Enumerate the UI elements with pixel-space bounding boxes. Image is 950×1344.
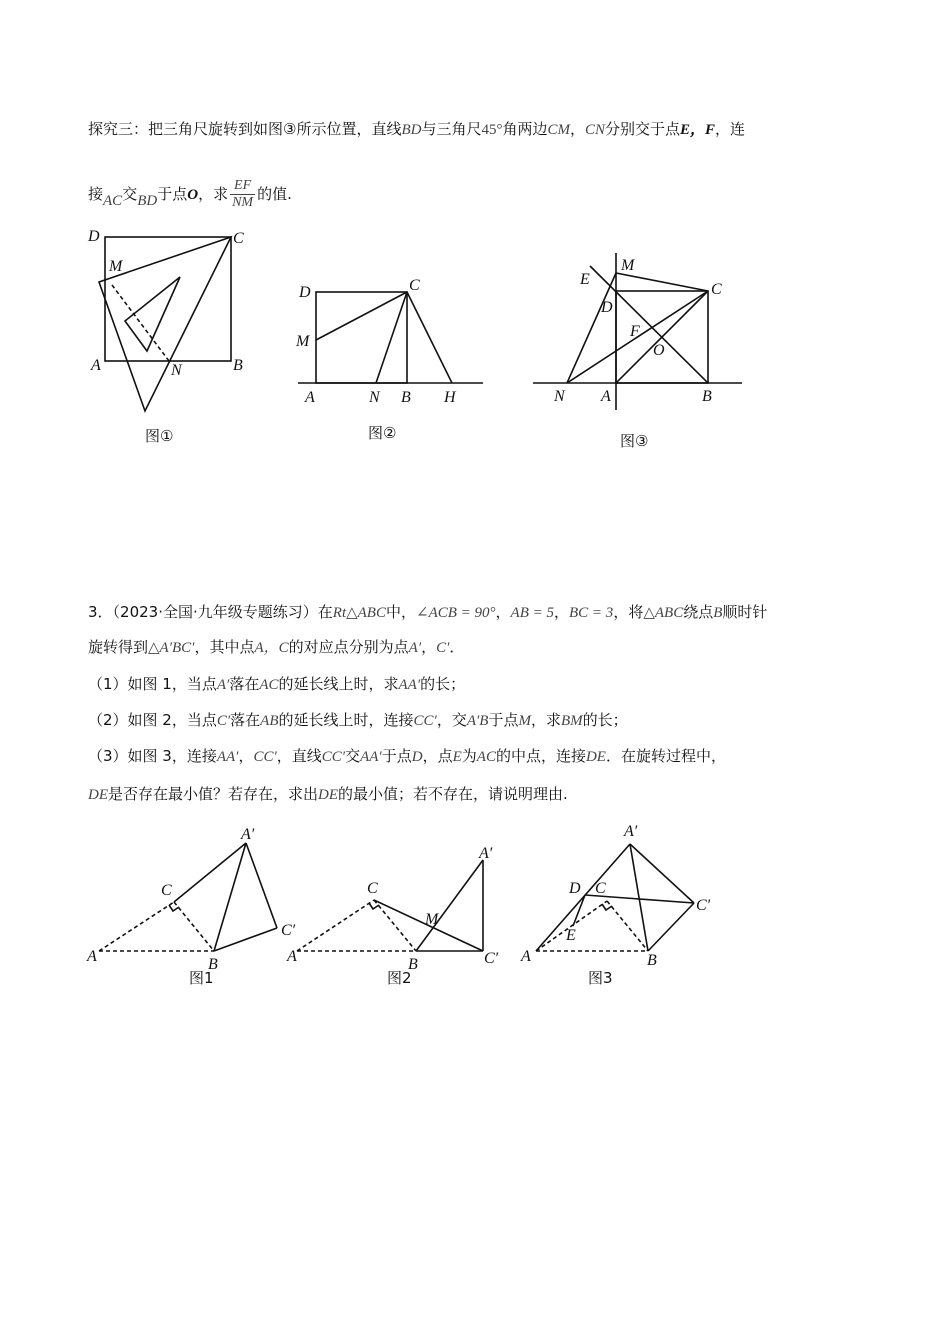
- text: ，其中点: [194, 638, 255, 656]
- caption-fig3: 图3: [588, 969, 613, 987]
- label-a: A: [91, 357, 101, 374]
- math: M: [518, 713, 531, 729]
- text: （1）如图 1，当点: [88, 675, 217, 693]
- math: AA′: [398, 677, 421, 693]
- text: ，点: [422, 747, 453, 765]
- caption-fig1: 图①: [145, 427, 174, 445]
- text: 角两边: [502, 120, 548, 138]
- label-b: B: [208, 956, 218, 973]
- text: 的延长线上时，连接: [278, 711, 414, 729]
- text: ．在旋转过程中，: [605, 747, 726, 765]
- label-a: A: [87, 948, 97, 965]
- text: ，: [495, 603, 511, 621]
- text: ，求: [530, 711, 561, 729]
- math: AC: [259, 677, 279, 693]
- math: E: [452, 749, 462, 765]
- label-b: B: [401, 389, 411, 406]
- problem3-line2: [88, 636, 464, 659]
- explore3-line1: [88, 118, 745, 141]
- label-c: C: [233, 230, 244, 247]
- label-a: A: [601, 388, 611, 405]
- dashed-mn: [112, 285, 169, 361]
- point-o: O: [187, 187, 199, 203]
- dashed-ac: [99, 902, 174, 951]
- segment-cb: [214, 928, 277, 951]
- label-b: B: [647, 952, 657, 969]
- text: 的对应点分别为点: [288, 638, 409, 656]
- segment-a-prime-b: [630, 844, 648, 951]
- text: 落在: [229, 675, 260, 693]
- math-cn: CN: [585, 122, 606, 138]
- text: ，直线: [276, 747, 322, 765]
- math: DE: [88, 787, 108, 803]
- label-h: H: [444, 389, 456, 406]
- math: AA′: [360, 749, 382, 765]
- fraction-ef-nm: [230, 178, 255, 211]
- frac-denominator: NM: [232, 195, 254, 210]
- text: ，: [238, 747, 254, 765]
- label-c-prime: C′: [696, 897, 711, 914]
- explore3-line2: [88, 178, 292, 211]
- text: 的长；: [420, 675, 466, 693]
- square-abcd: [316, 292, 407, 383]
- caption-fig2: 图②: [368, 424, 397, 442]
- text: ，求: [198, 185, 229, 203]
- segment-ca: [174, 843, 246, 902]
- text: 与三角尺: [421, 120, 482, 138]
- label-o: O: [653, 342, 665, 359]
- segment-ab: [214, 843, 246, 951]
- text: 的延长线上时，求: [278, 675, 399, 693]
- text: 分别交于点: [605, 120, 681, 138]
- math-triangle: △ABC: [643, 605, 684, 621]
- label-a: A: [521, 948, 531, 965]
- label-d: D: [88, 228, 100, 245]
- math: AC: [476, 749, 496, 765]
- math-45deg: 45°: [481, 122, 503, 138]
- problem3-line1: [88, 601, 767, 624]
- text: 交: [122, 185, 138, 203]
- math-bd: BD: [401, 122, 422, 138]
- label-b: B: [233, 357, 243, 374]
- frac-numerator: EF: [230, 178, 255, 195]
- math-rt-abc: Rt△ABC: [332, 605, 386, 621]
- label-e: E: [580, 271, 590, 288]
- text: ，: [554, 603, 570, 621]
- right-angle-mark: [369, 903, 379, 909]
- right-angle-mark: [602, 904, 612, 910]
- dashed-ac: [297, 900, 374, 951]
- label-c: C: [595, 880, 606, 897]
- text: 为: [461, 747, 477, 765]
- label-n: N: [554, 388, 565, 405]
- figure-b1-rotation: [85, 825, 310, 995]
- segment-ac: [246, 843, 277, 928]
- math: DE: [318, 787, 339, 803]
- text: 接: [88, 185, 104, 203]
- math-bd: BD: [137, 193, 158, 209]
- points-ef: E，F: [680, 122, 716, 138]
- label-m: M: [109, 258, 123, 275]
- text: ．: [449, 638, 465, 656]
- math: BM: [560, 713, 583, 729]
- square-abcd: [105, 237, 231, 361]
- text: 顺时针: [722, 603, 768, 621]
- label-b: B: [408, 956, 418, 973]
- segment-cm: [616, 273, 708, 291]
- text: 的值.: [257, 185, 292, 203]
- text: 是否存在最小值？若存在，求出: [108, 785, 319, 803]
- figure-1-square-triangle: [85, 225, 255, 450]
- dashed-cb: [374, 900, 416, 951]
- math: C′: [216, 713, 231, 729]
- problem3-q2: [88, 709, 628, 732]
- figure-b3-rotation: [515, 820, 730, 995]
- label-c-prime: C′: [484, 950, 499, 967]
- caption-fig3: 图③: [620, 432, 649, 450]
- problem3-q1: [88, 673, 465, 696]
- math: CC′: [253, 749, 277, 765]
- text: ，将: [613, 603, 644, 621]
- text: ，: [421, 638, 437, 656]
- math: A′: [216, 677, 230, 693]
- math-ac-points: A，C: [254, 640, 289, 656]
- math-angle: ∠ACB = 90°: [416, 605, 496, 621]
- label-e: E: [566, 927, 576, 944]
- math: A′B: [466, 713, 489, 729]
- problem3-q3-line2: [88, 783, 568, 806]
- text: 在: [317, 603, 333, 621]
- label-a: A: [305, 389, 315, 406]
- text: ，连: [715, 120, 746, 138]
- label-c-prime: C′: [281, 922, 296, 939]
- math-a-prime: A′: [408, 640, 422, 656]
- label-m: M: [296, 333, 310, 350]
- label-n: N: [369, 389, 380, 406]
- text: 的最小值；若不存在，请说明理由.: [338, 785, 568, 803]
- figure-b2-rotation: [285, 840, 510, 995]
- right-angle-mark: [169, 905, 179, 911]
- label-c: C: [711, 281, 722, 298]
- label-b: B: [702, 388, 712, 405]
- math-bc: BC = 3: [569, 605, 614, 621]
- label-m: M: [425, 911, 439, 928]
- label-a: A: [287, 948, 297, 965]
- label-a-prime: A′: [241, 826, 255, 843]
- label-c: C: [367, 880, 378, 897]
- text: 中，: [385, 603, 416, 621]
- math: CC′: [413, 713, 437, 729]
- label-c: C: [409, 277, 420, 294]
- text: 旋转得到: [88, 638, 149, 656]
- text: 绕点: [683, 603, 714, 621]
- text: 的长；: [582, 711, 628, 729]
- label-d: D: [601, 299, 613, 316]
- segment-c-prime-b: [648, 903, 694, 951]
- caption-fig2: 图2: [387, 969, 412, 987]
- figure-2-square-triangle: [295, 272, 490, 447]
- label-d: D: [569, 880, 581, 897]
- text: 于点: [488, 711, 519, 729]
- problem-source: （2023·全国·九年级专题练习）: [112, 603, 318, 621]
- dashed-cb: [607, 901, 648, 951]
- math-triangle2: △A′BC′: [148, 640, 195, 656]
- math: CC′: [321, 749, 346, 765]
- label-n: N: [171, 362, 182, 379]
- text: （3）如图 3，连接: [88, 747, 217, 765]
- label-c: C: [161, 882, 172, 899]
- label-m: M: [621, 257, 635, 274]
- figure-3-square-triangle: [530, 248, 750, 458]
- text: ，: [569, 120, 585, 138]
- math-ac: AC: [103, 193, 123, 209]
- label-f: F: [630, 323, 640, 340]
- text: 探究三：把三角尺旋转到如图③所示位置，直线: [88, 120, 402, 138]
- math-ab: AB = 5: [510, 605, 554, 621]
- math: AB: [260, 713, 279, 729]
- math: AA′: [216, 749, 239, 765]
- problem3-q3-line1: [88, 745, 726, 768]
- label-d: D: [299, 284, 311, 301]
- label-a-prime: A′: [624, 823, 638, 840]
- text: （2）如图 2，当点: [88, 711, 217, 729]
- caption-fig1: 图1: [189, 969, 214, 987]
- segment-a-prime-b: [416, 860, 483, 951]
- text: 于点: [157, 185, 188, 203]
- dashed-cb: [174, 902, 214, 951]
- segment-ch: [407, 292, 452, 383]
- math-cm: CM: [547, 122, 570, 138]
- text: 于点: [381, 747, 412, 765]
- math: D: [411, 749, 423, 765]
- text: 的中点，连接: [495, 747, 586, 765]
- problem-number: 3．: [88, 603, 113, 621]
- text: ，交: [436, 711, 467, 729]
- label-a-prime: A′: [479, 845, 493, 862]
- text: 交: [345, 747, 361, 765]
- segment-a-prime-c-prime: [630, 844, 694, 903]
- math-c-prime: C′: [436, 640, 450, 656]
- line-bd-extended: [590, 266, 708, 383]
- text: 落在: [230, 711, 261, 729]
- math: DE: [585, 749, 606, 765]
- math-b: B: [713, 605, 723, 621]
